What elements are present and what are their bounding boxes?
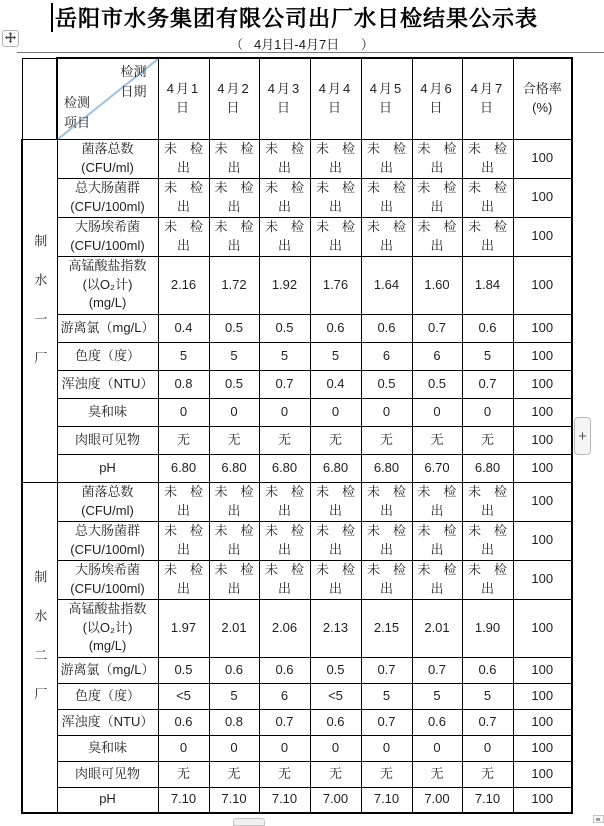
parameter-label-cell: 浑浊度（NTU） — [57, 370, 158, 398]
result-value-cell: 6.70 — [412, 454, 462, 482]
plus-icon: + — [578, 427, 587, 445]
result-value-cell: 0.8 — [209, 709, 259, 735]
result-value-cell: 未 检 出 — [361, 521, 412, 560]
result-value-cell: 7.00 — [310, 787, 361, 813]
result-value-cell: 0 — [158, 398, 209, 426]
day-header-cell: 4月7 日 — [462, 58, 513, 139]
result-value-cell: 5 — [462, 342, 513, 370]
table-row — [22, 342, 572, 370]
result-value-cell: 0.6 — [158, 709, 209, 735]
result-value-cell: 未 检 出 — [158, 217, 209, 256]
resize-handle-fragment[interactable] — [593, 815, 604, 823]
result-value-cell: 未 检 出 — [209, 560, 259, 599]
result-value-cell: 0.5 — [310, 657, 361, 683]
parameter-label-cell: 菌落总数 (CFU/ml) — [57, 139, 158, 178]
result-value-cell: 2.15 — [361, 599, 412, 657]
parameter-label-cell: 总大肠菌群 (CFU/100ml) — [57, 521, 158, 560]
result-value-cell: 未 检 出 — [462, 139, 513, 178]
result-value-cell: 无 — [361, 426, 412, 454]
parameter-label-cell: 色度（度） — [57, 342, 158, 370]
result-value-cell: 未 检 出 — [259, 521, 310, 560]
plant-group-label: 制水二厂 — [32, 570, 48, 727]
result-value-cell: 未 检 出 — [158, 560, 209, 599]
table-row — [22, 761, 572, 787]
result-value-cell: 0 — [259, 735, 310, 761]
result-value-cell: 2.01 — [209, 599, 259, 657]
result-value-cell: 0 — [462, 735, 513, 761]
day-header-cell: 4月4 日 — [310, 58, 361, 139]
parameter-label-cell: 高锰酸盐指数 (以O₂计) (mg/L) — [57, 256, 158, 314]
result-value-cell: 未 检 出 — [209, 217, 259, 256]
result-value-cell: 未 检 出 — [310, 521, 361, 560]
result-value-cell: 未 检 出 — [209, 482, 259, 521]
result-value-cell: 0.6 — [310, 709, 361, 735]
pass-rate-cell: 100 — [513, 761, 572, 787]
result-value-cell: 7.10 — [259, 787, 310, 813]
table-row — [22, 560, 572, 599]
table-row — [22, 178, 572, 217]
result-value-cell: 未 检 出 — [412, 217, 462, 256]
pass-rate-header-cell: 合格率 (%) — [513, 58, 572, 139]
table-row — [22, 426, 572, 454]
result-value-cell: 未 检 出 — [412, 482, 462, 521]
result-value-cell: 0 — [259, 398, 310, 426]
result-value-cell: 0 — [158, 735, 209, 761]
result-value-cell: 0.5 — [158, 657, 209, 683]
result-value-cell: 1.90 — [462, 599, 513, 657]
result-value-cell: 0.5 — [209, 314, 259, 342]
pass-rate-cell: 100 — [513, 314, 572, 342]
result-value-cell: 6.80 — [310, 454, 361, 482]
result-value-cell: 0.7 — [462, 709, 513, 735]
header-item-axis-label: 检测 项目 — [64, 95, 91, 131]
result-value-cell: 0 — [310, 398, 361, 426]
result-value-cell: 7.00 — [412, 787, 462, 813]
result-value-cell: 5 — [310, 342, 361, 370]
result-value-cell: 7.10 — [158, 787, 209, 813]
pass-rate-cell: 100 — [513, 256, 572, 314]
result-value-cell: 1.72 — [209, 256, 259, 314]
header-date-axis-label: 检测 日期 — [120, 64, 147, 100]
pass-rate-cell: 100 — [513, 521, 572, 560]
result-value-cell: 0.5 — [412, 370, 462, 398]
result-value-cell: 0 — [412, 735, 462, 761]
result-value-cell: 无 — [412, 426, 462, 454]
result-value-cell: 0 — [361, 398, 412, 426]
pass-rate-cell: 100 — [513, 709, 572, 735]
result-value-cell: 未 检 出 — [259, 560, 310, 599]
text-cursor — [51, 3, 53, 32]
pass-rate-cell: 100 — [513, 657, 572, 683]
result-value-cell: 7.10 — [361, 787, 412, 813]
result-value-cell: 5 — [361, 683, 412, 709]
parameter-label-cell: 臭和味 — [57, 735, 158, 761]
result-value-cell: 1.92 — [259, 256, 310, 314]
pass-rate-cell: 100 — [513, 139, 572, 178]
parameter-label-cell: 肉眼可见物 — [57, 426, 158, 454]
result-value-cell: 未 检 出 — [209, 139, 259, 178]
result-value-cell: 6.80 — [158, 454, 209, 482]
result-value-cell: 无 — [209, 761, 259, 787]
result-value-cell: 6 — [412, 342, 462, 370]
table-row — [22, 709, 572, 735]
result-value-cell: 1.84 — [462, 256, 513, 314]
result-value-cell: 未 检 出 — [259, 217, 310, 256]
result-value-cell: 0.7 — [412, 314, 462, 342]
result-value-cell: 0.5 — [361, 370, 412, 398]
result-value-cell: 未 检 出 — [412, 139, 462, 178]
result-value-cell: 无 — [209, 426, 259, 454]
result-value-cell: 1.60 — [412, 256, 462, 314]
result-value-cell: 未 检 出 — [158, 482, 209, 521]
page-title: 岳阳市水务集团有限公司出厂水日检结果公示表 — [55, 6, 539, 31]
day-header-cell: 4月1 日 — [158, 58, 209, 139]
parameter-label-cell: 浑浊度（NTU） — [57, 709, 158, 735]
result-value-cell: 7.10 — [209, 787, 259, 813]
result-value-cell: 1.76 — [310, 256, 361, 314]
pass-rate-cell: 100 — [513, 426, 572, 454]
result-value-cell: 未 检 出 — [462, 178, 513, 217]
result-value-cell: 5 — [259, 342, 310, 370]
frame-top-line — [17, 52, 604, 53]
table-row — [22, 735, 572, 761]
pass-rate-cell: 100 — [513, 342, 572, 370]
result-value-cell: 0.7 — [259, 370, 310, 398]
result-value-cell: 0.7 — [412, 657, 462, 683]
table-row — [22, 521, 572, 560]
result-value-cell: 0 — [361, 735, 412, 761]
result-value-cell: 1.97 — [158, 599, 209, 657]
result-value-cell: 未 检 出 — [462, 521, 513, 560]
table-row — [22, 256, 572, 314]
result-value-cell: 未 检 出 — [361, 482, 412, 521]
result-value-cell: 6.80 — [259, 454, 310, 482]
result-value-cell: 无 — [310, 761, 361, 787]
plant-group-cell — [22, 139, 57, 482]
result-value-cell: 未 检 出 — [158, 521, 209, 560]
table-header-row — [22, 58, 572, 139]
result-value-cell: 0.6 — [462, 657, 513, 683]
result-value-cell: 2.06 — [259, 599, 310, 657]
result-value-cell: 0.7 — [361, 657, 412, 683]
pass-rate-cell: 100 — [513, 454, 572, 482]
result-value-cell: 未 检 出 — [361, 178, 412, 217]
result-value-cell: 2.01 — [412, 599, 462, 657]
result-value-cell: 未 检 出 — [209, 178, 259, 217]
result-value-cell: 0.7 — [259, 709, 310, 735]
result-value-cell: 无 — [259, 426, 310, 454]
result-value-cell: <5 — [310, 683, 361, 709]
result-value-cell: 未 检 出 — [158, 139, 209, 178]
parameter-label-cell: 大肠埃希菌 (CFU/100ml) — [57, 560, 158, 599]
result-value-cell: 未 检 出 — [259, 178, 310, 217]
result-value-cell: 0.4 — [310, 370, 361, 398]
scrollbar-fragment[interactable] — [233, 818, 265, 826]
result-value-cell: 0.6 — [310, 314, 361, 342]
table-row — [22, 657, 572, 683]
result-value-cell: 未 检 出 — [361, 560, 412, 599]
result-value-cell: 0.6 — [259, 657, 310, 683]
parameter-label-cell: 总大肠菌群 (CFU/100ml) — [57, 178, 158, 217]
result-value-cell: 6.80 — [361, 454, 412, 482]
day-header-cell: 4月3 日 — [259, 58, 310, 139]
result-value-cell: 0 — [209, 398, 259, 426]
result-value-cell: 0.6 — [361, 314, 412, 342]
plant-group-cell — [22, 482, 57, 813]
result-value-cell: 未 检 出 — [158, 178, 209, 217]
header-spacer-cell — [22, 58, 57, 139]
result-value-cell: 未 检 出 — [412, 560, 462, 599]
result-value-cell: 未 检 出 — [310, 217, 361, 256]
result-value-cell: 无 — [462, 761, 513, 787]
result-value-cell: 未 检 出 — [259, 139, 310, 178]
table-row — [22, 599, 572, 657]
result-value-cell: 5 — [412, 683, 462, 709]
parameter-label-cell: 色度（度） — [57, 683, 158, 709]
table-row — [22, 398, 572, 426]
table-row — [22, 139, 572, 178]
parameter-label-cell: pH — [57, 787, 158, 813]
date-range-subtitle: （ 4月1日-4月7日 ） — [230, 37, 374, 52]
result-value-cell: 无 — [158, 761, 209, 787]
result-value-cell: 未 检 出 — [412, 521, 462, 560]
pass-rate-cell: 100 — [513, 178, 572, 217]
parameter-label-cell: pH — [57, 454, 158, 482]
pass-rate-cell: 100 — [513, 398, 572, 426]
result-value-cell: 0.4 — [158, 314, 209, 342]
result-value-cell: 0.6 — [462, 314, 513, 342]
day-header-cell: 4月2 日 — [209, 58, 259, 139]
result-value-cell: 5 — [209, 683, 259, 709]
pass-rate-cell: 100 — [513, 560, 572, 599]
result-value-cell: 1.64 — [361, 256, 412, 314]
result-value-cell: 2.16 — [158, 256, 209, 314]
parameter-label-cell: 游离氯（mg/L） — [57, 314, 158, 342]
result-value-cell: 无 — [462, 426, 513, 454]
result-value-cell: 未 检 出 — [310, 178, 361, 217]
table-row — [22, 787, 572, 813]
result-value-cell: 未 检 出 — [361, 217, 412, 256]
result-value-cell: 未 检 出 — [259, 482, 310, 521]
expand-plus-button[interactable] — [574, 417, 591, 455]
result-value-cell: 6.80 — [462, 454, 513, 482]
pass-rate-cell: 100 — [513, 482, 572, 521]
result-value-cell: 0 — [412, 398, 462, 426]
result-value-cell: 2.13 — [310, 599, 361, 657]
table-row — [22, 683, 572, 709]
parameter-label-cell: 菌落总数 (CFU/ml) — [57, 482, 158, 521]
result-value-cell: 无 — [259, 761, 310, 787]
result-value-cell: 未 检 出 — [310, 139, 361, 178]
parameter-label-cell: 高锰酸盐指数 (以O₂计) (mg/L) — [57, 599, 158, 657]
result-value-cell: 未 检 出 — [462, 482, 513, 521]
parameter-label-cell: 大肠埃希菌 (CFU/100ml) — [57, 217, 158, 256]
result-value-cell: 无 — [310, 426, 361, 454]
plant-group-label: 制水一厂 — [32, 233, 48, 390]
result-value-cell: 7.10 — [462, 787, 513, 813]
result-value-cell: 0.5 — [259, 314, 310, 342]
table-row — [22, 482, 572, 521]
result-value-cell: 0.7 — [462, 370, 513, 398]
result-value-cell: 未 检 出 — [310, 482, 361, 521]
pass-rate-cell: 100 — [513, 735, 572, 761]
result-value-cell: <5 — [158, 683, 209, 709]
result-value-cell: 5 — [158, 342, 209, 370]
diagonal-header-cell — [57, 58, 158, 139]
result-value-cell: 未 检 出 — [310, 560, 361, 599]
result-value-cell: 无 — [412, 761, 462, 787]
parameter-label-cell: 臭和味 — [57, 398, 158, 426]
result-value-cell: 无 — [158, 426, 209, 454]
result-value-cell: 0.6 — [412, 709, 462, 735]
result-value-cell: 6 — [259, 683, 310, 709]
pass-rate-cell: 100 — [513, 370, 572, 398]
result-value-cell: 5 — [209, 342, 259, 370]
pass-rate-cell: 100 — [513, 787, 572, 813]
result-value-cell: 5 — [462, 683, 513, 709]
result-value-cell: 未 检 出 — [361, 139, 412, 178]
result-value-cell: 0.5 — [209, 370, 259, 398]
pass-rate-cell: 100 — [513, 599, 572, 657]
result-value-cell: 0.8 — [158, 370, 209, 398]
result-value-cell: 0.7 — [361, 709, 412, 735]
parameter-label-cell: 肉眼可见物 — [57, 761, 158, 787]
table-row — [22, 314, 572, 342]
result-value-cell: 未 检 出 — [462, 217, 513, 256]
table-row — [22, 217, 572, 256]
parameter-label-cell: 游离氯（mg/L） — [57, 657, 158, 683]
result-value-cell: 未 检 出 — [209, 521, 259, 560]
table-row — [22, 454, 572, 482]
table-row — [22, 370, 572, 398]
result-value-cell: 0 — [310, 735, 361, 761]
day-header-cell: 4月6 日 — [412, 58, 462, 139]
result-value-cell: 未 检 出 — [462, 560, 513, 599]
pass-rate-cell: 100 — [513, 217, 572, 256]
result-value-cell: 0 — [209, 735, 259, 761]
water-quality-table — [21, 57, 573, 814]
result-value-cell: 未 检 出 — [412, 178, 462, 217]
result-value-cell: 0 — [462, 398, 513, 426]
result-value-cell: 6.80 — [209, 454, 259, 482]
pass-rate-cell: 100 — [513, 683, 572, 709]
result-value-cell: 0.6 — [209, 657, 259, 683]
result-value-cell: 无 — [361, 761, 412, 787]
day-header-cell: 4月5 日 — [361, 58, 412, 139]
result-value-cell: 6 — [361, 342, 412, 370]
